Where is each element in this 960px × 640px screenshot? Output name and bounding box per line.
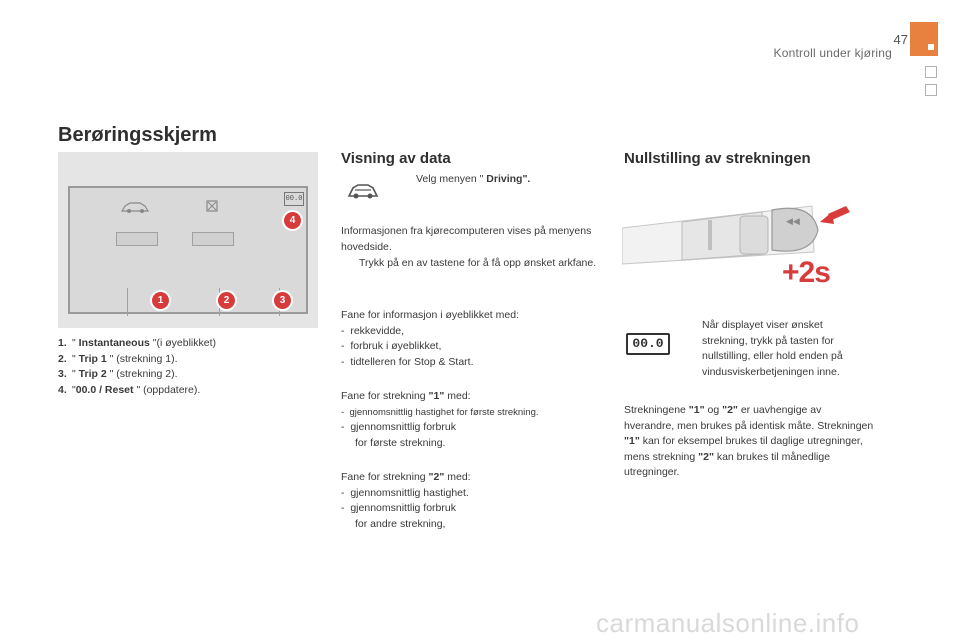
page-title: Berøringsskjerm xyxy=(58,124,217,146)
legend-item: 3. " Trip 2 " (strekning 2). xyxy=(58,368,178,380)
step-driving: Velg menyen " Driving". xyxy=(416,173,531,185)
section-title: Kontroll under kjøring xyxy=(773,46,892,60)
watermark: carmanualsonline.info xyxy=(596,608,860,638)
chapter-tab-empty xyxy=(925,84,937,96)
fuel-icon xyxy=(206,200,218,212)
chapter-tab-empty xyxy=(925,66,937,78)
chapter-tab xyxy=(910,22,938,56)
legend-item: 1. " Instantaneous "(i øyeblikket) xyxy=(58,337,216,349)
svg-text:◀◀: ◀◀ xyxy=(786,217,800,227)
instant-tab-block: Fane for informasjon i øyeblikket med: - rekkevidde, - forbruk i øyeblikket, - tidtelleren for Stop & Start. xyxy=(341,309,519,368)
screen-frame xyxy=(68,186,308,314)
reset-instruction: Når displayet viser ønsket strekning, trykk på tasten for nullstilling, eller hold enden på vindusviskerbetjeningen inne. xyxy=(702,319,843,378)
trip-independence-paragraph: Strekningene "1" og "2" er uavhengige av hverandre, men brukes på identisk måte. Strekningen "1" kan for eksempel brukes til daglige utregninger, mens strekning "2" kan brukes til månedlige utregninger. xyxy=(624,404,874,478)
chapter-tab-marker xyxy=(928,44,934,50)
tap-instruction: Trykk på en av tastene for å få opp ønsket arkfane. xyxy=(359,257,597,269)
screen-field xyxy=(192,232,234,246)
trip-display-icon: 00.0 xyxy=(626,333,670,355)
tab-trip-1[interactable] xyxy=(128,288,220,316)
trip2-tab-block: Fane for strekning "2" med: - gjennomsnittlig hastighet. - gjennomsnittlig forbruk for andre strekning, xyxy=(341,471,471,530)
touchscreen-illustration xyxy=(58,152,318,328)
driving-menu-icon xyxy=(346,180,380,202)
car-outline-icon xyxy=(120,200,150,214)
callout-badge-2: 2 xyxy=(218,292,235,309)
heading-visning: Visning av data xyxy=(341,150,451,167)
heading-nullstilling: Nullstilling av strekningen xyxy=(624,150,811,167)
legend-list xyxy=(58,336,328,398)
screen-field xyxy=(116,232,158,246)
legend-item: 2. " Trip 1 " (strekning 1). xyxy=(58,352,178,365)
callout-badge-1: 1 xyxy=(152,292,169,309)
callout-badge-3: 3 xyxy=(274,292,291,309)
intro-paragraph: Informasjonen fra kjørecomputeren vises på menyens hovedside. xyxy=(341,225,592,253)
tab-instantaneous[interactable] xyxy=(70,288,128,316)
hold-two-seconds-label: +2s xyxy=(782,256,830,289)
reset-readout[interactable]: 00.0 xyxy=(284,192,304,206)
trip1-tab-block: Fane for strekning "1" med: - gjennomsnittlig hastighet for første strekning. - gjennomsnittlig forbruk for første strekning. xyxy=(341,390,539,449)
page-number: 47 xyxy=(893,32,908,47)
legend-item: 4. "00.0 / Reset " (oppdatere). xyxy=(58,383,201,396)
callout-badge-4: 4 xyxy=(284,212,301,229)
